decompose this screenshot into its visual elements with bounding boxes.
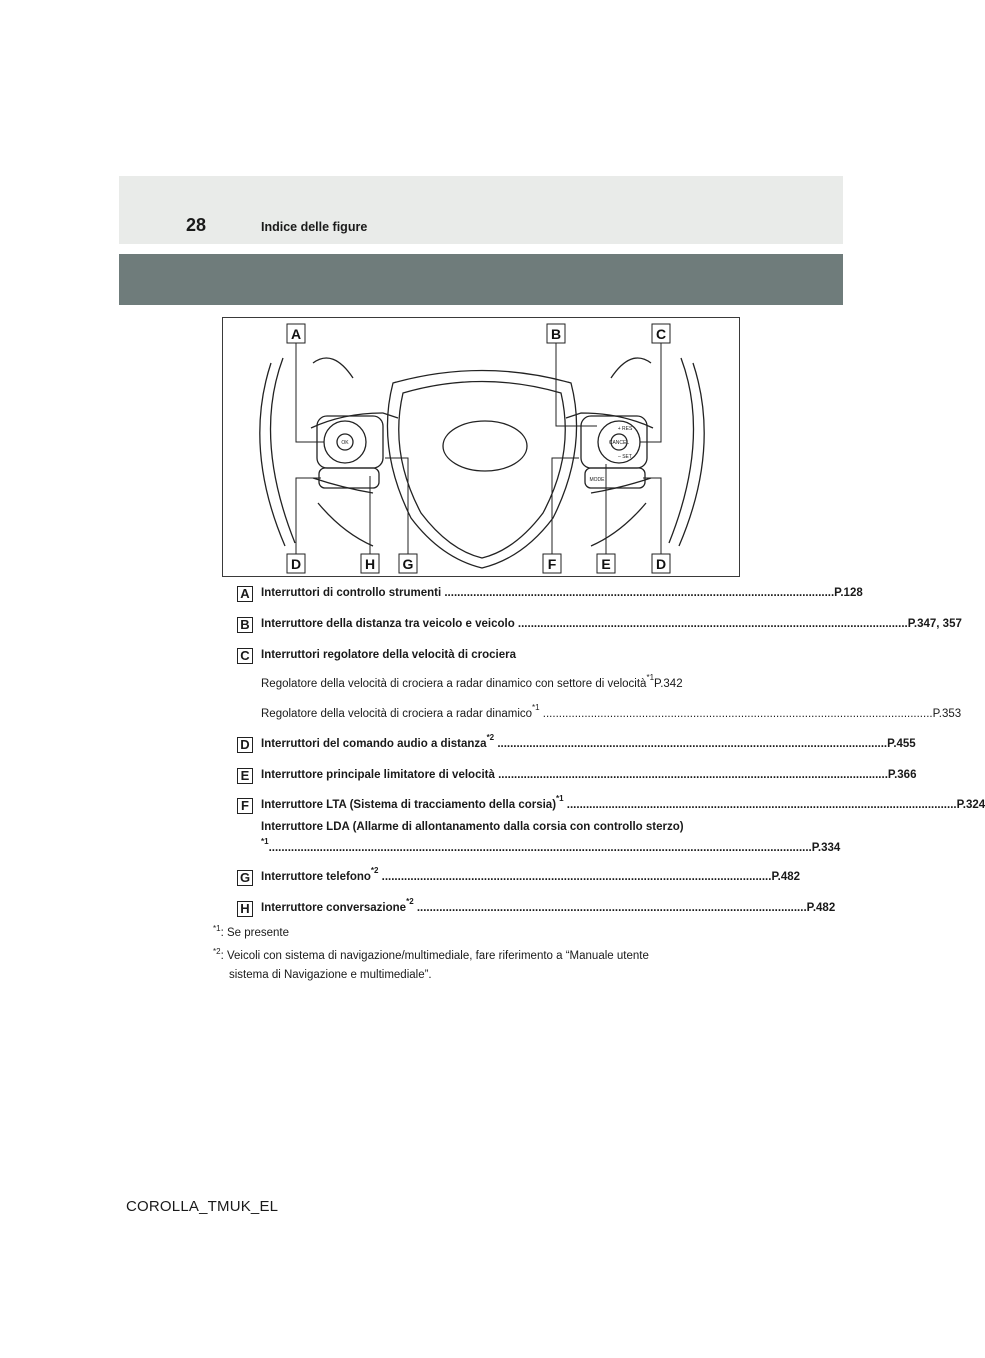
entry-f-row xyxy=(261,794,985,811)
entry-a-ref[interactable]: P.128 xyxy=(834,587,863,599)
res-button-label: + RES xyxy=(617,426,633,432)
ok-button-label: OK xyxy=(341,440,349,446)
entry-b-label: Interruttore della distanza tra veicolo e veicolo xyxy=(261,618,515,630)
entry-a-row xyxy=(261,587,863,599)
leader-dots: .......................................................................................................................................................................... xyxy=(268,842,812,854)
footnote-2-text: Veicoli con sistema di navigazione/multimediale, fare riferimento a “Manuale utente xyxy=(226,950,649,962)
page-number: 28 xyxy=(186,215,207,235)
entry-g-label: Interruttore telefono xyxy=(261,871,371,883)
entry-f-lda-ref-row xyxy=(261,837,841,854)
entry-a-label: Interruttori di controllo strumenti xyxy=(261,587,442,599)
cancel-button-label: CANCEL xyxy=(608,440,630,446)
footnote-2: $^{*2}$: Veicoli con sistema di navigazione/multimediale, fare riferimento a “Manuale utente xyxy=(213,947,649,962)
footnote-2-mark: *2 xyxy=(213,947,221,957)
badge-h: H xyxy=(237,901,253,917)
footnote-1-mark: *1 xyxy=(213,924,221,934)
c-sub-2 xyxy=(261,703,962,720)
leader-dots: .......................................................................................................................... xyxy=(494,769,888,781)
leader-dots: .......................................................................................................................... xyxy=(563,799,957,811)
outer-arc-right xyxy=(669,358,694,543)
badge-b: B xyxy=(237,617,253,633)
badge-a: A xyxy=(237,586,253,602)
entry-b-row xyxy=(261,618,962,630)
document-code: COROLLA_TMUK_EL xyxy=(126,1198,279,1215)
entry-g-sup: *2 xyxy=(370,866,379,875)
callout-d-left: D xyxy=(290,556,302,572)
entry-b-ref[interactable]: P.347, 357 xyxy=(907,618,962,630)
leader-dots: .......................................................................................................................... xyxy=(539,708,933,720)
c-sub-2-sup: *1 xyxy=(532,703,540,712)
leader-dots: .......................................................................................................................... xyxy=(494,738,888,750)
entry-f-lda-ref[interactable]: P.334 xyxy=(811,842,841,854)
entry-h-label: Interruttore conversazione xyxy=(261,902,407,914)
callout-a: A xyxy=(290,326,302,342)
entry-g-row xyxy=(261,866,801,883)
c-sub-1-sup: *1 xyxy=(646,673,655,682)
footnote-1-text: Se presente xyxy=(226,927,289,939)
entry-f-lda-label: Interruttore LDA (Allarme di allontanamento dalla corsia con controllo sterzo) xyxy=(261,821,684,833)
mode-button-label: MODE xyxy=(589,477,605,483)
badge-d: D xyxy=(237,737,253,753)
entry-e-label: Interruttore principale limitatore di velocità xyxy=(261,769,495,781)
callout-f: F xyxy=(547,556,557,572)
callout-b: B xyxy=(550,326,562,342)
entry-d-label: Interruttori del comando audio a distanza xyxy=(261,738,487,750)
entry-e-ref[interactable]: P.366 xyxy=(887,769,917,781)
c-sub-2-ref[interactable]: P.353 xyxy=(932,708,962,720)
footnote-1: $^{*1}$: Se presente xyxy=(213,924,289,939)
badge-f: F xyxy=(237,798,253,814)
badge-c: C xyxy=(237,648,253,664)
leader-dots: .......................................................................................................................... xyxy=(413,902,807,914)
entry-f-lda-label-row xyxy=(261,821,747,833)
entry-h-sup: *2 xyxy=(406,897,414,906)
entry-f-label: Interruttore LTA (Sistema di tracciamento della corsia) xyxy=(261,799,557,811)
section-title: Indice delle figure xyxy=(261,220,368,234)
entry-d-sup: *2 xyxy=(486,733,495,742)
c-sub-1 xyxy=(261,673,747,690)
entry-f-ref[interactable]: P.324 xyxy=(956,799,985,811)
c-sub-1-label: Regolatore della velocità di crociera a radar dinamico con settore di velocità xyxy=(261,678,647,690)
steering-wheel-figure xyxy=(222,317,740,577)
entry-d-row xyxy=(261,733,916,750)
leader-dots: .......................................................................................................................... xyxy=(441,587,835,599)
entry-h-row xyxy=(261,897,836,914)
callout-g: G xyxy=(402,556,414,572)
callout-e: E xyxy=(601,556,611,572)
header-band xyxy=(119,176,843,244)
badge-g: G xyxy=(237,870,253,886)
entry-f-lda-sup: *1 xyxy=(261,837,269,846)
badge-e: E xyxy=(237,768,253,784)
footnote-2-continued: sistema di Navigazione e multimediale”. xyxy=(229,969,432,981)
set-button-label: – SET xyxy=(618,454,632,460)
entry-g-ref[interactable]: P.482 xyxy=(771,871,801,883)
steering-wheel-illustration xyxy=(223,318,741,578)
leader-dots: .......................................................................................................................... xyxy=(378,871,772,883)
entry-c-label: Interruttori regolatore della velocità di crociera xyxy=(261,649,516,661)
entry-h-ref[interactable]: P.482 xyxy=(806,902,836,914)
c-sub-2-label: Regolatore della velocità di crociera a radar dinamico xyxy=(261,708,533,720)
callout-d-right: D xyxy=(655,556,667,572)
title-band xyxy=(119,254,843,305)
entry-e-row xyxy=(261,769,917,781)
c-sub-1-ref[interactable]: P.342 xyxy=(654,678,683,690)
callout-c: C xyxy=(655,326,667,342)
entry-f-sup: *1 xyxy=(556,794,564,803)
callout-h: H xyxy=(364,556,376,572)
outer-arc-left xyxy=(271,358,296,543)
entry-d-ref[interactable]: P.455 xyxy=(887,738,916,750)
leader-dots: .......................................................................................................................... xyxy=(514,618,908,630)
